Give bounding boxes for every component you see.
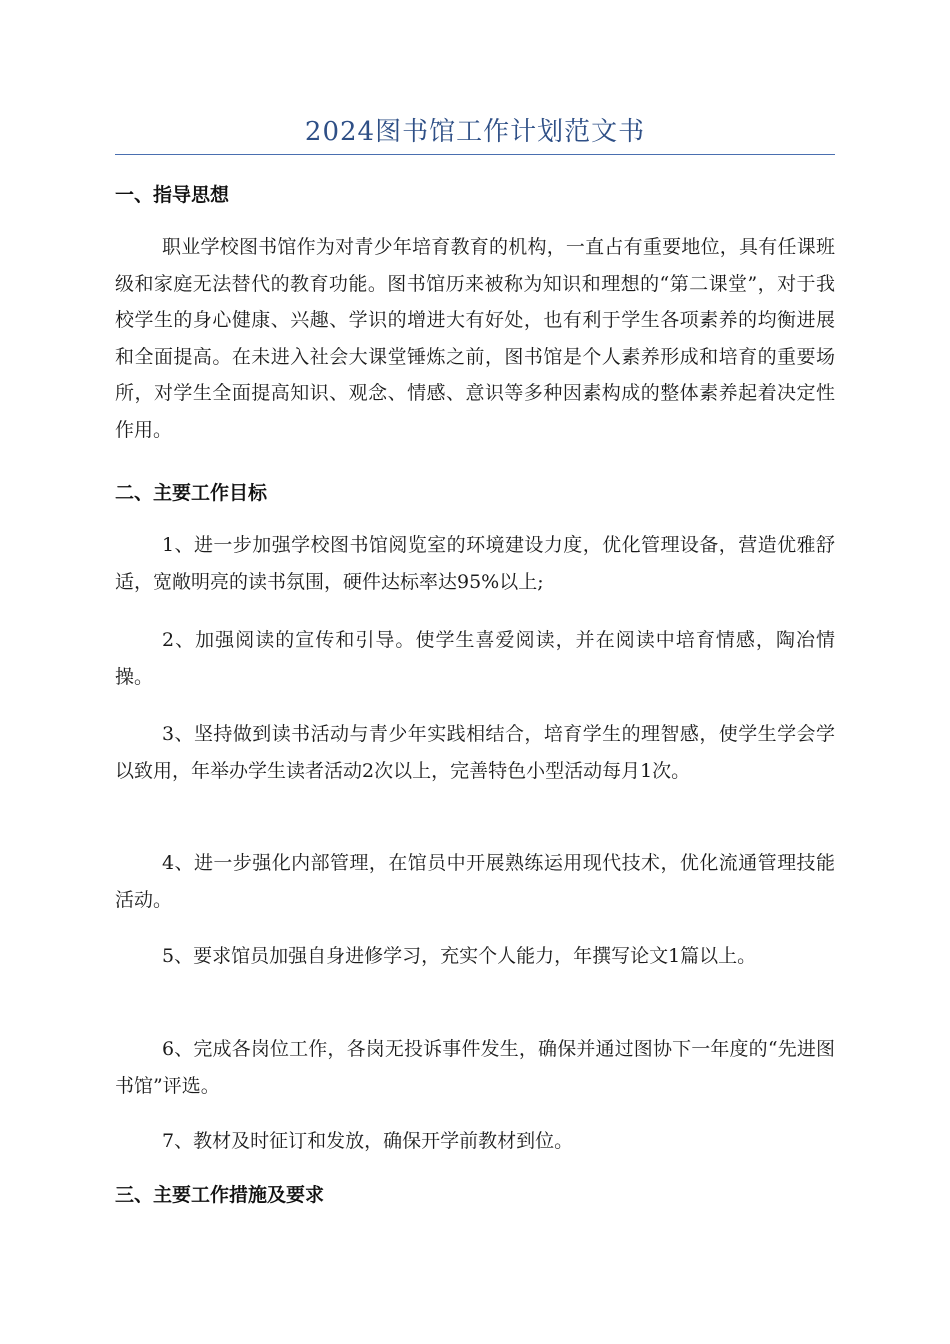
goal-item-6: 6、完成各岗位工作，各岗无投诉事件发生，确保并通过图协下一年度的“先进图书馆”评选。 <box>115 1038 835 1097</box>
section-heading-guiding-ideology: 一、指导思想 <box>115 184 230 206</box>
paragraph-guiding-ideology: 职业学校图书馆作为对青少年培育教育的机构，一直占有重要地位，具有任课班级和家庭无法替代的教育功能。图书馆历来被称为知识和理想的“第二课堂”，对于我校学生的身心健康、兴趣、学识的增进大有好处，也有利于学生各项素养的均衡进展和全面提高。在未进入社会大课堂锤炼之前，图书馆是个人素养形成和培育的重要场所，对学生全面提高知识、观念、情感、意识等多种因素构成的整体素养起着决定性作用。 <box>115 236 835 441</box>
document-title: 2024图书馆工作计划范文书 <box>304 117 646 147</box>
goal-item-5: 5、要求馆员加强自身进修学习，充实个人能力，年撰写论文1篇以上。 <box>162 945 757 967</box>
goal-item-3: 3、坚持做到读书活动与青少年实践相结合，培育学生的理智感，使学生学会学以致用，年举办学生读者活动2次以上，完善特色小型活动每月1次。 <box>115 723 835 782</box>
title-underline <box>115 154 835 155</box>
section-heading-main-measures: 三、主要工作措施及要求 <box>115 1184 325 1206</box>
goal-item-2: 2、加强阅读的宣传和引导。使学生喜爱阅读，并在阅读中培育情感，陶冶情操。 <box>115 629 835 688</box>
section-heading-main-goals: 二、主要工作目标 <box>115 482 268 504</box>
goal-item-1: 1、进一步加强学校图书馆阅览室的环境建设力度，优化管理设备，营造优雅舒适，宽敞明亮的读书氛围，硬件达标率达95%以上; <box>115 534 835 593</box>
goal-item-4: 4、进一步强化内部管理，在馆员中开展熟练运用现代技术，优化流通管理技能活动。 <box>115 852 835 911</box>
goal-item-7: 7、教材及时征订和发放，确保开学前教材到位。 <box>162 1130 574 1152</box>
